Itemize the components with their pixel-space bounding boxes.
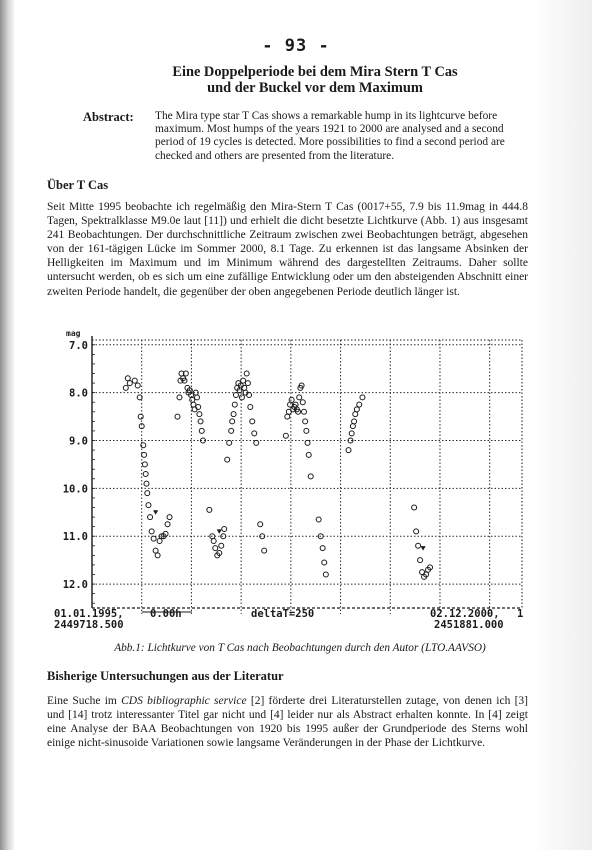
data-point — [354, 407, 359, 412]
y-tick-label: 11.0 — [62, 531, 88, 544]
data-point — [316, 517, 321, 522]
x-start-jd: 2449718.500 — [54, 619, 124, 631]
data-point — [346, 448, 351, 453]
data-point — [322, 560, 327, 565]
x-end-suffix: 1 — [517, 608, 524, 620]
data-point — [412, 505, 417, 510]
data-point — [143, 472, 148, 477]
data-point — [190, 397, 195, 402]
data-point — [167, 515, 172, 520]
data-point — [242, 385, 247, 390]
data-point — [155, 553, 160, 558]
data-point — [213, 546, 218, 551]
data-point — [197, 412, 202, 417]
data-point — [149, 529, 154, 534]
data-point-triangle — [153, 510, 158, 515]
data-point — [252, 431, 257, 436]
data-point — [198, 419, 203, 424]
abstract-label: Abstract: — [83, 110, 134, 124]
data-point — [245, 381, 250, 386]
data-point — [230, 419, 235, 424]
title-line-1: Eine Doppelperiode bei dem Mira Stern T Cas — [172, 64, 458, 80]
section-heading-uber-t-cas: Über T Cas — [47, 178, 109, 192]
data-point — [225, 457, 230, 462]
data-point — [289, 397, 294, 402]
data-point — [320, 546, 325, 551]
literature-paragraph — [47, 694, 528, 750]
x-delta-label: deltaT=250 — [251, 608, 315, 620]
data-point — [135, 383, 140, 388]
x-end-jd: 2451881.000 — [434, 619, 504, 631]
data-point — [153, 548, 158, 553]
y-tick-labels — [63, 340, 88, 591]
data-point — [144, 481, 149, 486]
data-point — [241, 378, 246, 383]
abstract-text: The Mira type star T Cas shows a remarkable hump in its lightcurve before maximum. Most humps of the years 1921 to 2000 are analysed and a second period of 19 cycles is detected. More possibilities to find a second period are checked and others are presented from the literature. — [155, 110, 505, 162]
data-point — [250, 419, 255, 424]
data-point — [254, 440, 259, 445]
data-point — [219, 543, 224, 548]
data-point — [142, 462, 147, 467]
data-point — [132, 378, 137, 383]
data-point — [305, 440, 310, 445]
data-point — [258, 522, 263, 527]
data-point — [323, 572, 328, 577]
data-point — [414, 529, 419, 534]
data-point — [297, 395, 302, 400]
data-point — [222, 527, 227, 532]
y-axis-label: mag — [66, 329, 81, 338]
y-tick-label: 10.0 — [62, 483, 88, 496]
data-point-triangle — [217, 529, 222, 534]
figure-caption: Abb.1: Lichtkurve von T Cas nach Beobachtungen durch den Autor (LTO.AAVSO) — [114, 642, 486, 654]
data-point — [165, 522, 170, 527]
data-point — [175, 414, 180, 419]
data-point — [357, 402, 362, 407]
y-tick-label: 12.0 — [62, 579, 88, 592]
data-point — [199, 428, 204, 433]
data-point — [157, 539, 162, 544]
data-point — [353, 412, 358, 417]
data-point-triangle — [421, 546, 426, 551]
data-point — [229, 428, 234, 433]
data-point — [262, 548, 267, 553]
data-point — [151, 536, 156, 541]
data-point — [227, 440, 232, 445]
page-number: - 93 - — [262, 36, 330, 56]
data-point — [308, 474, 313, 479]
x-start-label: 01.01.1995, — [54, 608, 124, 620]
data-point — [221, 534, 226, 539]
data-point — [300, 400, 305, 405]
data-point — [304, 428, 309, 433]
chart-axes — [92, 336, 522, 612]
data-point — [232, 402, 237, 407]
data-point — [125, 376, 130, 381]
data-point — [231, 412, 236, 417]
data-point — [233, 393, 238, 398]
data-point — [350, 424, 355, 429]
data-point — [283, 433, 288, 438]
data-point — [142, 452, 147, 457]
section-heading-literature: Bisherige Untersuchungen aus der Literatur — [47, 669, 284, 683]
data-point — [248, 405, 253, 410]
data-point — [239, 395, 244, 400]
data-point — [306, 452, 311, 457]
x-origin-label: 0.00h — [150, 608, 182, 620]
data-point — [303, 419, 308, 424]
y-tick-label: 7.0 — [69, 339, 88, 352]
data-point — [123, 385, 128, 390]
literature-text: Eine Suche im CDS bibliographic service [2] förderte drei Literaturstellen zutage, von denen ich [3] und [14] trotz interessanter Titel gar nicht und [4] leider nur als Abstract erhalten konnte. In [4] zeigt eine Analyse der BAA Beobachtungen von 1920 bis 1995 außer der Grundperiode des Sterns wohl einige nicht-sinusoide Variationen sowie langsame Veränderungen in der Phase der Lichtkurve. — [47, 695, 529, 750]
data-point — [301, 409, 306, 414]
data-point — [211, 539, 216, 544]
paragraph-text: Seit Mitte 1995 beobachte ich regelmäßig den Mira-Stern T Cas (0017+55, 7.9 bis 11.9mag in 444.8 Tagen, Spektralklasse M9.0e laut [11]) und erhielt die dicht besetzte Lichtkurve (Abb. 1) aus insgesamt 241 Beobachtungen. Der durchschnittliche Zeitraum zwischen zwei Beobachtungen beträgt, abgesehen von der 161-tägigen Lücke im Sommer 2000, 8.1 Tage. Zu erkennen ist das langsame Absinken der Helligkeiten im Maximum und im Minimum während des dargestellten Zeitraums. Daher sollte untersucht werden, ob es sich um eine zufällige Entwicklung oder um den absteigenden Abschnitt einer zweiten Periode handelt, die gegenüber der oben angegebenen Periode deutlich länger ist. — [47, 201, 528, 298]
data-point — [360, 395, 365, 400]
data-points — [123, 371, 432, 579]
data-point — [148, 515, 153, 520]
data-point — [196, 405, 201, 410]
data-point — [138, 414, 143, 419]
data-point — [194, 395, 199, 400]
x-end-label: 02.12.2000, — [430, 608, 500, 620]
data-point — [352, 419, 357, 424]
data-point — [247, 393, 252, 398]
data-point — [191, 402, 196, 407]
data-point — [416, 543, 421, 548]
data-point — [146, 503, 151, 508]
title-line-2: und der Buckel vor dem Maximum — [207, 80, 423, 96]
data-point — [127, 381, 132, 386]
data-point — [418, 558, 423, 563]
data-point — [244, 371, 249, 376]
data-point — [285, 414, 290, 419]
y-tick-label: 9.0 — [69, 435, 88, 448]
data-point — [207, 507, 212, 512]
chart-grid — [92, 340, 522, 614]
y-tick-label: 8.0 — [69, 387, 88, 400]
data-point — [349, 431, 354, 436]
data-point — [145, 491, 150, 496]
data-point — [192, 407, 197, 412]
data-point — [177, 395, 182, 400]
